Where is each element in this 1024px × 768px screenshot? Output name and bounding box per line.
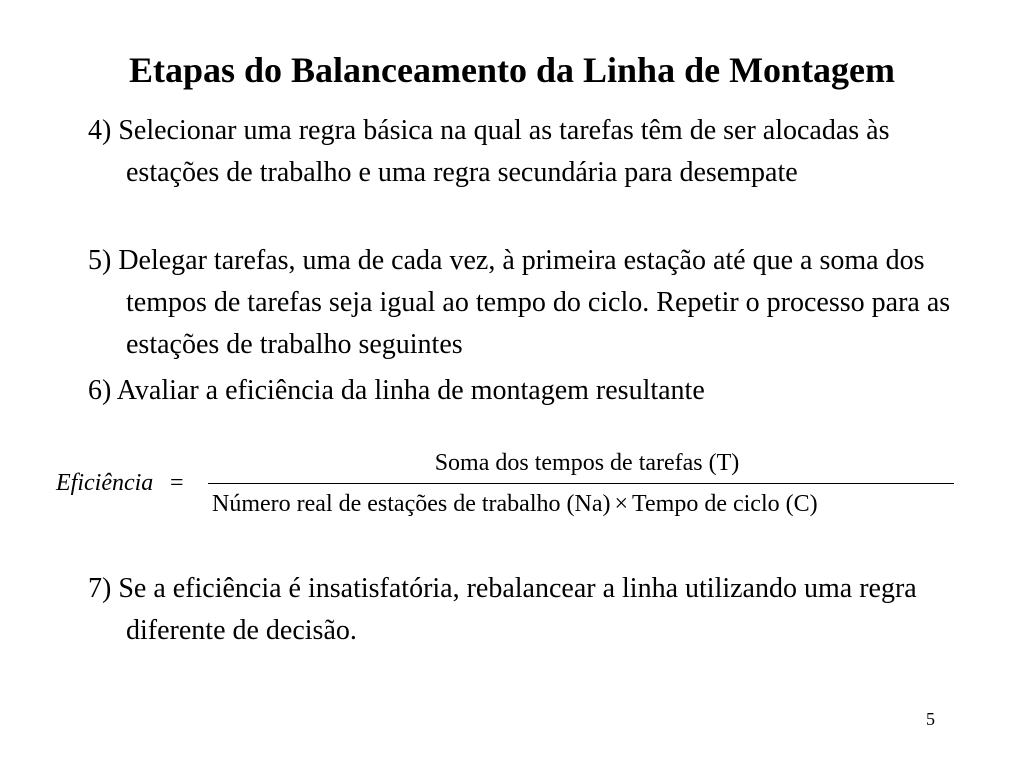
denominator-cycle-time: Tempo de ciclo (C) [632, 491, 818, 517]
formula-equals: = [170, 470, 184, 496]
step-5-text: 5) Delegar tarefas, uma de cada vez, à primeira estação até que a soma dos tempos de tarefas seja igual ao tempo do ciclo. Repetir o processo para as estações de trabalho seguintes [88, 245, 951, 360]
slide-title: Etapas do Balanceamento da Linha de Montagem [128, 50, 896, 90]
formula-denominator [212, 489, 818, 519]
page-number: 5 [926, 709, 935, 729]
times-symbol: × [614, 491, 629, 517]
fraction-bar [208, 483, 954, 484]
efficiency-formula [56, 446, 966, 526]
step-7-text: 7) Se a eficiência é insatisfatória, rebalancear a linha utilizando uma regra diferente de decisão. [88, 573, 917, 646]
step-6-text: 6) Avaliar a eficiência da linha de montagem resultante [88, 375, 705, 406]
step-4-text: 4) Selecionar uma regra básica na qual as tarefas têm de ser alocadas às estações de trabalho e uma regra secundária para desempate [88, 115, 890, 188]
denominator-stations: Número real de estações de trabalho (Na) [212, 491, 611, 517]
formula-lhs: Eficiência [56, 470, 154, 496]
formula-numerator: Soma dos tempos de tarefas (T) [434, 450, 740, 476]
